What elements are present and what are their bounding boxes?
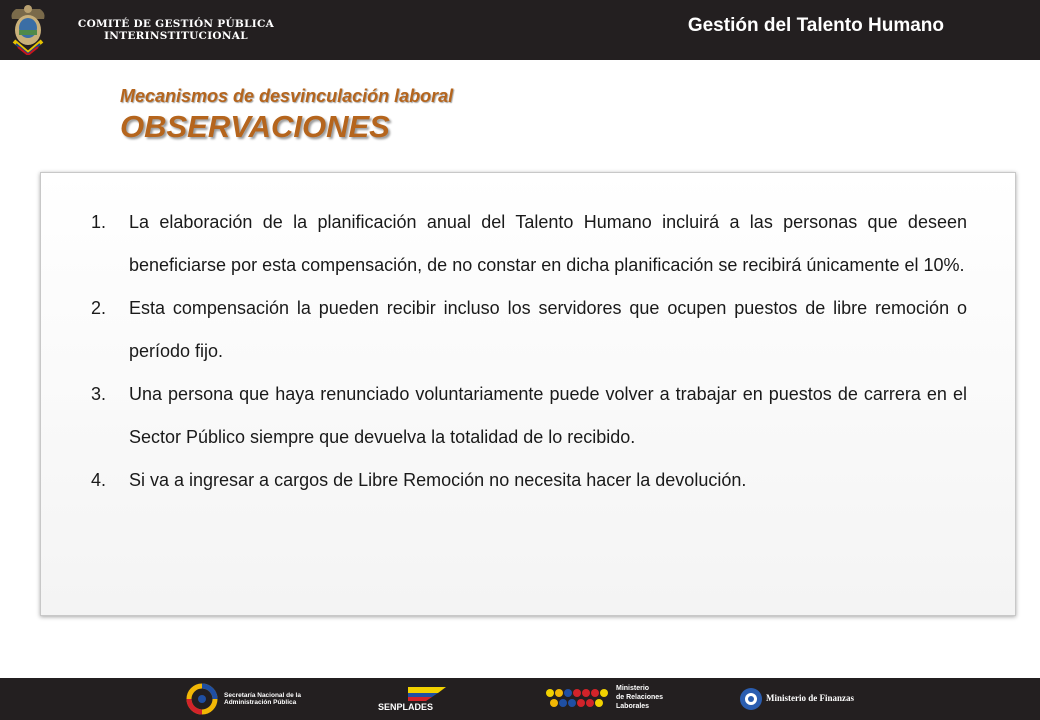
item-text: La elaboración de la planificación anual del Talento Humano incluirá a las personas que deseen beneficiarse por esta compensación, de no constar en dicha planificación se recibirá únicamente el 10%. <box>129 212 967 275</box>
snap-logo-icon <box>186 683 222 715</box>
item-number: 1. <box>91 212 107 232</box>
header-bar <box>0 0 1040 60</box>
list-item <box>91 287 967 373</box>
senplades-logo-text: SENPLADES <box>378 702 434 712</box>
mrl-line-3: Laborales <box>616 703 650 710</box>
observations-panel <box>40 172 1016 616</box>
item-number: 3. <box>91 384 107 404</box>
finanzas-logo-text: Ministerio de Finanzas <box>766 693 854 703</box>
observations-list <box>91 201 967 502</box>
coat-of-arms-icon <box>8 3 48 55</box>
org-line-2: INTERINSTITUCIONAL <box>104 30 248 42</box>
finanzas-logo-icon <box>738 683 764 715</box>
mrl-logo-text <box>616 684 663 711</box>
item-text: Esta compensación la pueden recibir incluso los servidores que ocupen puestos de libre remoción o período fijo. <box>129 298 967 361</box>
item-number: 4. <box>91 470 107 490</box>
organization-name <box>60 18 292 42</box>
snap-line-2: Administración Pública <box>224 699 297 706</box>
snap-logo-text <box>224 692 301 706</box>
org-line-1: COMITÉ DE GESTIÓN PÚBLICA <box>77 18 275 30</box>
footer-bar <box>0 678 1040 720</box>
slide-title: OBSERVACIONES <box>120 109 390 144</box>
list-item <box>91 459 967 502</box>
mrl-dots-logo-icon <box>545 683 615 715</box>
item-text: Una persona que haya renunciado voluntariamente puede volver a trabajar en puestos de carrera en el Sector Público siempre que devuelva la totalidad de lo recibido. <box>129 384 967 447</box>
slide-subtitle: Mecanismos de desvinculación laboral <box>120 86 454 106</box>
section-title: Gestión del Talento Humano <box>687 15 944 36</box>
item-number: 2. <box>91 298 107 318</box>
item-text: Si va a ingresar a cargos de Libre Remoción no necesita hacer la devolución. <box>129 470 747 490</box>
mrl-line-1: Ministerio <box>616 685 650 692</box>
list-item <box>91 373 967 459</box>
mrl-line-2: de Relaciones <box>616 694 664 701</box>
snap-line-1: Secretaría Nacional de la <box>224 692 301 699</box>
list-item <box>91 201 967 287</box>
